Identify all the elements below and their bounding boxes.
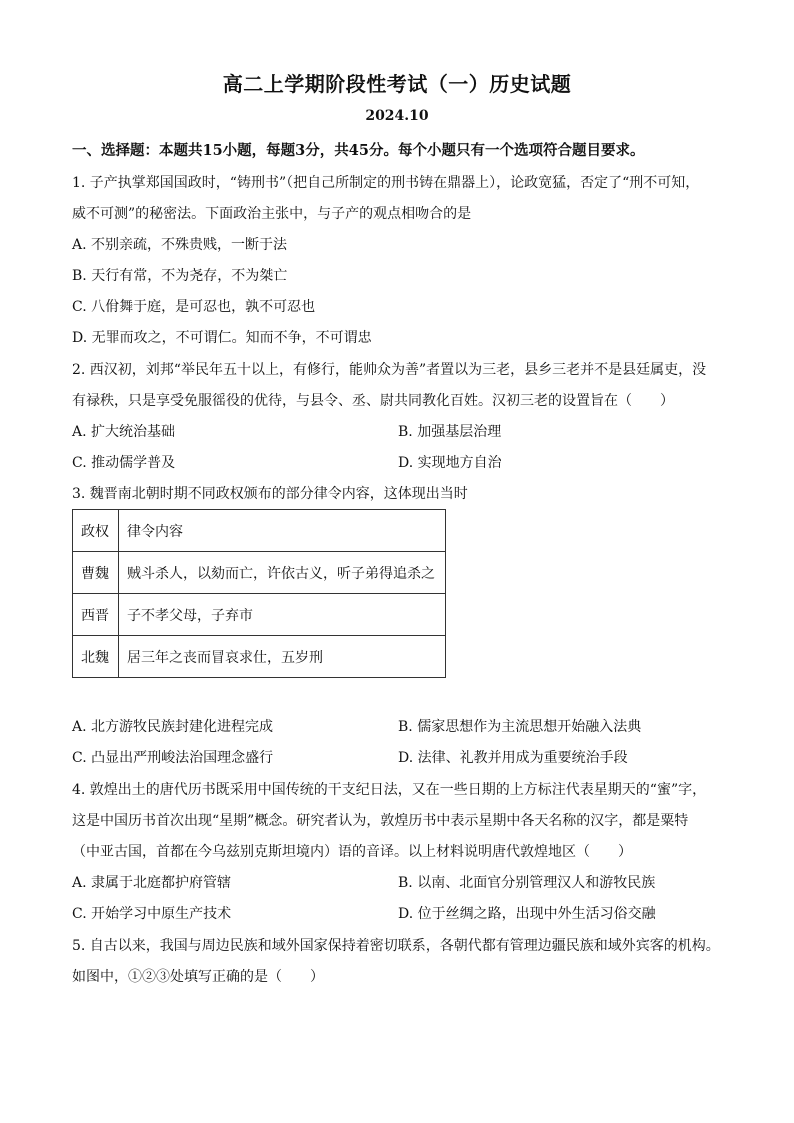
q2-option-d: D. 实现地方自治 <box>398 455 502 471</box>
q2-stem-line1: 2. 西汉初，刘邦“举民年五十以上，有修行，能帅众为善”者置以为三老，县乡三老并不是县廷属吏，没 <box>72 362 707 378</box>
q1-option-c: C. 八佾舞于庭，是可忍也，孰不可忍也 <box>72 299 316 315</box>
q1-option-d: D. 无罪而攻之，不可谓仁。知而不争，不可谓忠 <box>72 330 372 346</box>
q4-option-a: A. 隶属于北庭都护府管辖 <box>72 875 232 891</box>
q1-option-a: A. 不别亲疏，不殊贵贱，一断于法 <box>72 237 288 253</box>
exam-title: 高二上学期阶段性考试（一）历史试题 <box>222 72 572 96</box>
table-header-cell: 律令内容 <box>119 510 446 552</box>
table-cell: 子不孝父母，子弃市 <box>119 594 446 636</box>
q2-option-a: A. 扩大统治基础 <box>72 424 176 440</box>
table-cell: 贼斗杀人，以劾而亡，许依古义，听子弟得追杀之 <box>119 552 446 594</box>
q2-option-c: C. 推动儒学普及 <box>72 455 176 471</box>
q3-option-a: A. 北方游牧民族封建化进程完成 <box>72 719 274 735</box>
q3-stem: 3. 魏晋南北朝时期不同政权颁布的部分律令内容，这体现出当时 <box>72 486 468 502</box>
table-row <box>73 636 446 678</box>
section-heading: 一、选择题：本题共15小题，每题3分，共45分。每个小题只有一个选项符合题目要求。 <box>72 142 645 159</box>
q5-stem-line1: 5. 自古以来，我国与周边民族和域外国家保持着密切联系，各朝代都有管理边疆民族和域外宾客的机构。 <box>72 938 720 954</box>
table-cell: 曹魏 <box>73 552 119 594</box>
table-cell: 西晋 <box>73 594 119 636</box>
table-row <box>73 552 446 594</box>
table-cell: 北魏 <box>73 636 119 678</box>
q4-option-d: D. 位于丝绸之路，出现中外生活习俗交融 <box>398 906 656 922</box>
table-cell: 居三年之丧而冒哀求仕，五岁刑 <box>119 636 446 678</box>
law-table <box>72 509 446 678</box>
q3-option-b: B. 儒家思想作为主流思想开始融入法典 <box>398 719 642 735</box>
q5-stem-line2: 如图中，①②③处填写正确的是（ ） <box>72 969 324 985</box>
q4-stem-line1: 4. 敦煌出土的唐代历书既采用中国传统的干支纪日法，又在一些日期的上方标注代表星期天的“蜜”字， <box>72 782 707 798</box>
table-row <box>73 594 446 636</box>
table-header-cell: 政权 <box>73 510 119 552</box>
table-header-row <box>73 510 446 552</box>
q1-option-b: B. 天行有常，不为尧存，不为桀亡 <box>72 268 288 284</box>
q2-option-b: B. 加强基层治理 <box>398 424 502 440</box>
q2-stem-line2: 有禄秩，只是享受免服徭役的优待，与县令、丞、尉共同教化百姓。汉初三老的设置旨在（ ） <box>72 393 674 409</box>
q4-option-c: C. 开始学习中原生产技术 <box>72 906 232 922</box>
q4-option-b: B. 以南、北面官分别管理汉人和游牧民族 <box>398 875 656 891</box>
q1-stem-line1: 1. 子产执掌郑国国政时，“铸刑书”（把自己所制定的刑书铸在鼎器上），论政宽猛，否定了“刑不可知， <box>72 175 700 191</box>
q3-option-d: D. 法律、礼教并用成为重要统治手段 <box>398 750 628 766</box>
q4-stem-line2: 这是中国历书首次出现“星期”概念。研究者认为，敦煌历书中表示星期中各天名称的汉字，都是粟特 <box>72 813 689 829</box>
q3-option-c: C. 凸显出严刑峻法治国理念盛行 <box>72 750 274 766</box>
exam-date: 2024.10 <box>365 108 429 124</box>
q1-stem-line2: 威不可测”的秘密法。下面政治主张中，与子产的观点相吻合的是 <box>72 206 472 222</box>
q4-stem-line3: （中亚古国，首都在今乌兹别克斯坦境内）语的音译。以上材料说明唐代敦煌地区（ ） <box>72 844 632 860</box>
